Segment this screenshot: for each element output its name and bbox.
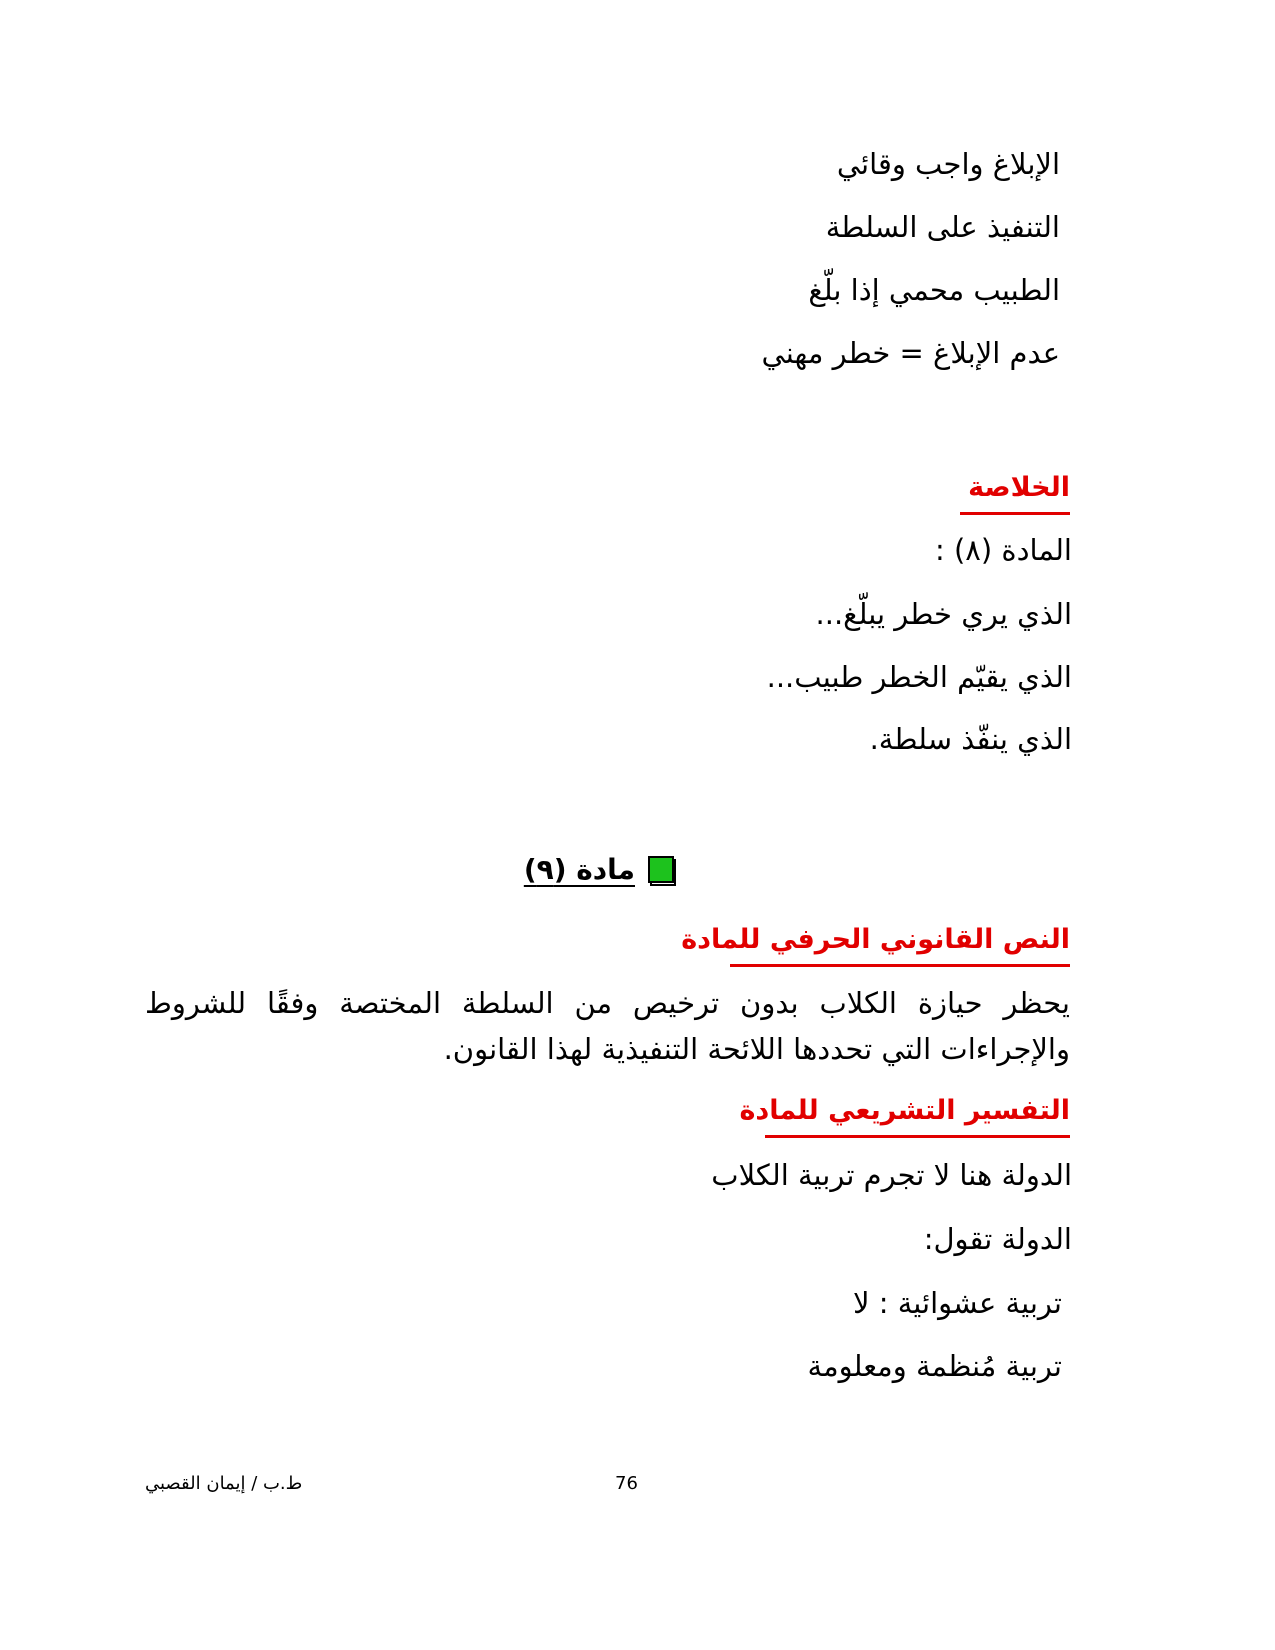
summary-line-3: الذي يقيّم الخطر طبيب...	[766, 660, 1072, 694]
legal-text-body: يحظر حيازة الكلاب بدون ترخيص من السلطة المختصة وفقًا للشروط والإجراءات التي تحددها اللائحة التنفيذية لهذا القانون.	[145, 986, 1070, 1066]
intro-line-1: الإبلاغ واجب وقائي	[836, 147, 1060, 181]
summary-line-1: المادة (٨) :	[934, 533, 1072, 567]
footer-author: ط.ب / إيمان القصبي	[145, 1473, 303, 1494]
green-book-icon	[648, 856, 676, 886]
summary-line-4: الذي ينفّذ سلطة.	[869, 722, 1072, 756]
interp-line-3: تربية عشوائية : لا	[853, 1286, 1062, 1320]
legal-text-heading: النص القانوني الحرفي للمادة	[730, 922, 1070, 967]
interp-line-4: تربية مُنظمة ومعلومة	[807, 1349, 1062, 1383]
intro-line-3: الطبيب محمي إذا بلّغ	[808, 273, 1060, 307]
summary-line-2: الذي يري خطر يبلّغ...	[815, 597, 1072, 631]
interp-line-1: الدولة هنا لا تجرم تربية الكلاب	[711, 1158, 1072, 1192]
summary-heading: الخلاصة	[960, 470, 1070, 515]
intro-line-2: التنفيذ على السلطة	[825, 210, 1060, 244]
interp-line-2: الدولة تقول:	[923, 1222, 1072, 1256]
intro-line-4: عدم الإبلاغ = خطر مهني	[761, 336, 1060, 370]
interpretation-heading: التفسير التشريعي للمادة	[765, 1093, 1070, 1138]
page-number: 76	[615, 1473, 638, 1494]
article-title: مادة (٩)	[523, 853, 635, 886]
